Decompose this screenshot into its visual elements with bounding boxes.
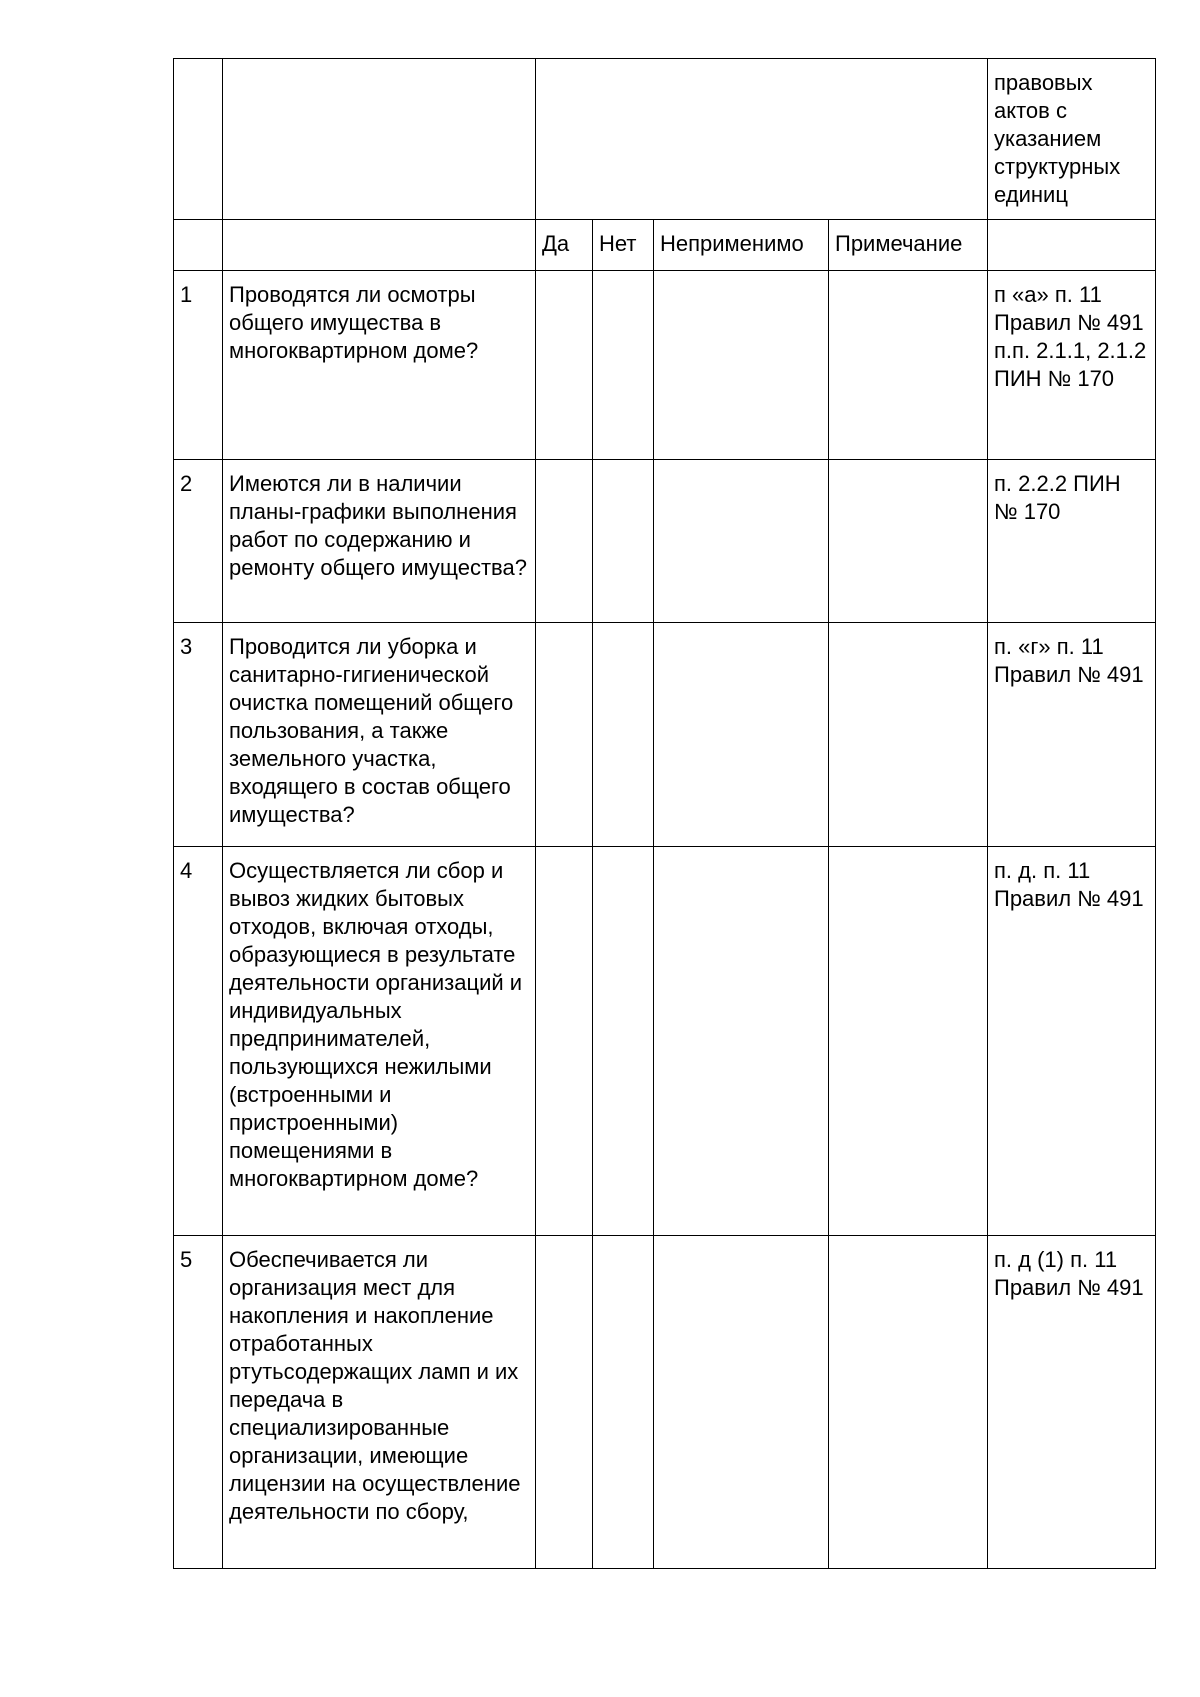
note-cell[interactable] <box>829 623 988 847</box>
header-ref-cell: правовых актов с указанием структурных единиц <box>988 59 1156 220</box>
header-num-cell <box>174 220 223 271</box>
answer-no-cell[interactable] <box>593 460 654 623</box>
header-num-cell <box>174 59 223 220</box>
note-cell[interactable] <box>829 847 988 1236</box>
reference-text: п. 2.2.2 ПИН № 170 <box>994 471 1121 524</box>
row-references <box>988 847 1156 1236</box>
header-no: Нет <box>593 220 654 271</box>
answer-no-cell[interactable] <box>593 1236 654 1569</box>
row-question: Осуществляется ли сбор и вывоз жидких бытовых отходов, включая отходы, образующиеся в результате деятельности организаций и индивидуальных предпринимателей, пользующихся нежилыми (встроенными и пристроенными) помещениями в многоквартирном доме? <box>223 847 536 1236</box>
header-note: Примечание <box>829 220 988 271</box>
header-ref-cell <box>988 220 1156 271</box>
answer-not-applicable-cell[interactable] <box>654 271 829 460</box>
answer-yes-cell[interactable] <box>536 271 593 460</box>
table-row <box>174 847 1156 1236</box>
row-number: 1 <box>174 271 223 460</box>
row-number: 5 <box>174 1236 223 1569</box>
row-number: 4 <box>174 847 223 1236</box>
row-number: 3 <box>174 623 223 847</box>
table-row <box>174 623 1156 847</box>
answer-not-applicable-cell[interactable] <box>654 1236 829 1569</box>
row-references <box>988 460 1156 623</box>
row-question: Проводятся ли осмотры общего имущества в многоквартирном доме? <box>223 271 536 460</box>
header-not-applicable: Неприменимо <box>654 220 829 271</box>
header-question-cell <box>223 59 536 220</box>
answer-not-applicable-cell[interactable] <box>654 847 829 1236</box>
reference-text: п. д. п. 11 Правил № 491 <box>994 858 1144 911</box>
table-row <box>174 271 1156 460</box>
answer-no-cell[interactable] <box>593 623 654 847</box>
header-yes: Да <box>536 220 593 271</box>
answer-yes-cell[interactable] <box>536 1236 593 1569</box>
reference-text: п «а» п. 11 Правил № 491 <box>994 282 1144 335</box>
row-number: 2 <box>174 460 223 623</box>
answer-not-applicable-cell[interactable] <box>654 460 829 623</box>
header-row-continued <box>174 59 1156 220</box>
row-question: Проводится ли уборка и санитарно-гигиенической очистка помещений общего пользования, а также земельного участка, входящего в состав общего имущества? <box>223 623 536 847</box>
answer-no-cell[interactable] <box>593 847 654 1236</box>
reference-text: п. д (1) п. 11 Правил № 491 <box>994 1247 1144 1300</box>
row-question: Обеспечивается ли организация мест для накопления и накопление отработанных ртутьсодержащих ламп и их передача в специализированные организации, имеющие лицензии на осуществление деятельности по сбору, <box>223 1236 536 1569</box>
note-cell[interactable] <box>829 1236 988 1569</box>
note-cell[interactable] <box>829 460 988 623</box>
reference-text: п. «г» п. 11 Правил № 491 <box>994 634 1144 687</box>
row-references <box>988 271 1156 460</box>
checklist-table <box>173 58 1156 1569</box>
answer-yes-cell[interactable] <box>536 847 593 1236</box>
answer-not-applicable-cell[interactable] <box>654 623 829 847</box>
header-row-answers <box>174 220 1156 271</box>
answer-no-cell[interactable] <box>593 271 654 460</box>
row-question: Имеются ли в наличии планы-графики выполнения работ по содержанию и ремонту общего имущества? <box>223 460 536 623</box>
header-question-cell <box>223 220 536 271</box>
header-answers-cell <box>536 59 988 220</box>
table-row <box>174 460 1156 623</box>
answer-yes-cell[interactable] <box>536 623 593 847</box>
answer-yes-cell[interactable] <box>536 460 593 623</box>
note-cell[interactable] <box>829 271 988 460</box>
table-row <box>174 1236 1156 1569</box>
row-references <box>988 623 1156 847</box>
row-references <box>988 1236 1156 1569</box>
reference-text: п.п. 2.1.1, 2.1.2 ПИН № 170 <box>994 338 1147 391</box>
